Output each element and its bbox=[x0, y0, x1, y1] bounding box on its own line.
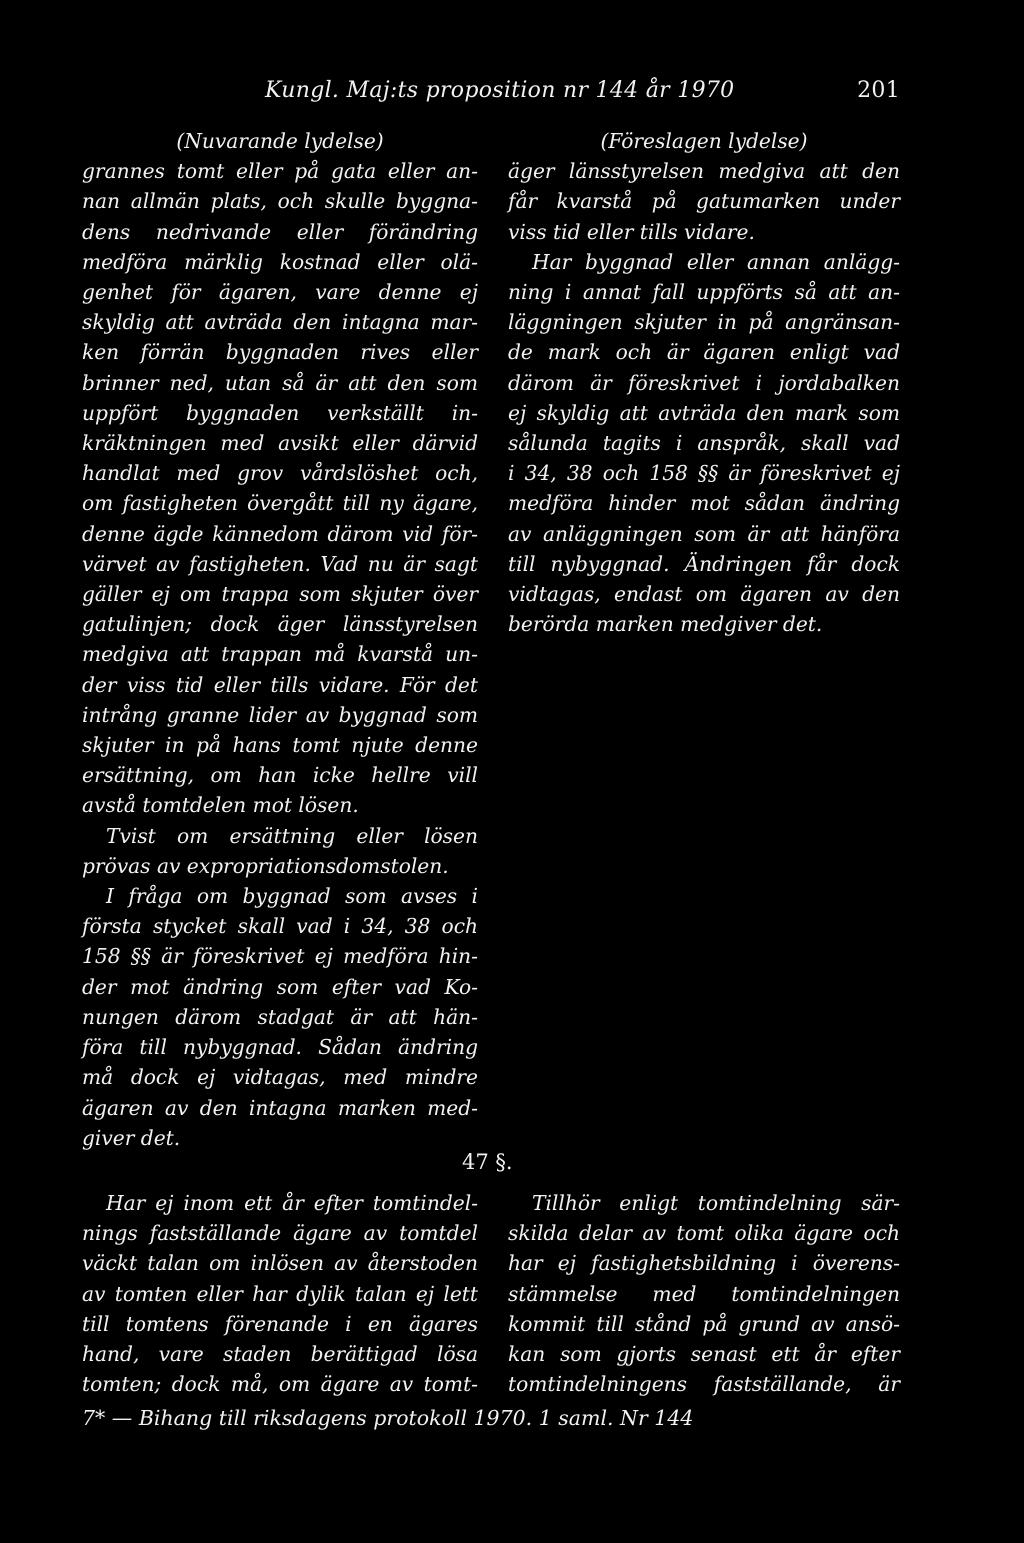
text-line: ken förrän byggnaden rives eller bbox=[82, 340, 478, 365]
text-line: av tomten eller har dylik talan ej lett bbox=[82, 1281, 478, 1306]
section-number-47: 47 §. bbox=[462, 1150, 513, 1174]
text-line: giver det. bbox=[82, 1125, 181, 1150]
text-line: skjuter in på hans tomt njute denne bbox=[82, 733, 478, 758]
text-line: gatulinjen; dock äger länsstyrelsen bbox=[82, 612, 478, 637]
page-number: 201 bbox=[857, 78, 900, 103]
text-line: medföra märklig kostnad eller olä- bbox=[82, 249, 478, 274]
text-line: intrång granne lider av byggnad som bbox=[82, 702, 478, 727]
text-line: kräktningen med avsikt eller därvid bbox=[82, 431, 478, 456]
section-47-current-column bbox=[82, 1188, 478, 1399]
text-line: genhet för ägaren, vare denne ej bbox=[82, 280, 478, 305]
text-line: må dock ej vidtagas, med mindre bbox=[82, 1065, 478, 1090]
text-line: läggningen skjuter in på angränsan- bbox=[508, 310, 900, 335]
text-line: till tomtens förenande i en ägares bbox=[82, 1311, 478, 1336]
text-line: i 34, 38 och 158 §§ är föreskrivet ej bbox=[508, 461, 900, 486]
text-line: de mark och är ägaren enligt vad bbox=[508, 340, 900, 365]
text-line: nungen därom stadgat är att hän- bbox=[82, 1004, 478, 1029]
text-line: denne ägde kännedom därom vid för- bbox=[82, 521, 478, 546]
text-line: 158 §§ är föreskrivet ej medföra hin- bbox=[82, 944, 478, 969]
text-line: om fastigheten övergått till ny ägare, bbox=[82, 491, 478, 516]
text-line: tomten; dock må, om ägare av tomt- bbox=[82, 1372, 478, 1397]
text-line: der viss tid eller tills vidare. För det bbox=[82, 672, 478, 697]
text-line: äger länsstyrelsen medgiva att den bbox=[508, 159, 900, 184]
text-line: kommit till stånd på grund av ansö- bbox=[508, 1311, 900, 1336]
current-wording-column bbox=[82, 126, 478, 1153]
text-line: uppfört byggnaden verkställt in- bbox=[82, 400, 478, 425]
text-line: gäller ej om trappa som skjuter över bbox=[82, 582, 478, 607]
column-heading-proposed: (Föreslagen lydelse) bbox=[600, 129, 808, 153]
text-line: grannes tomt eller på gata eller an- bbox=[82, 159, 478, 184]
text-line: berörda marken medgiver det. bbox=[508, 612, 823, 637]
text-line: Tvist om ersättning eller lösen bbox=[106, 823, 478, 848]
text-line: ning i annat fall uppförts så att an- bbox=[508, 280, 900, 305]
text-line: sålunda tagits i anspråk, skall vad bbox=[508, 431, 900, 456]
text-line: ägaren av den intagna marken med- bbox=[82, 1095, 478, 1120]
text-line: handlat med grov vårdslöshet och, bbox=[82, 461, 478, 486]
text-line: vidtagas, endast om ägaren av den bbox=[508, 582, 900, 607]
text-line: hand, vare staden berättigad lösa bbox=[82, 1342, 478, 1367]
text-line: väckt talan om inlösen av återstoden bbox=[82, 1251, 478, 1276]
text-line: I fråga om byggnad som avses i bbox=[106, 884, 478, 909]
text-line: av anläggningen som är att hänföra bbox=[508, 521, 900, 546]
text-line: dens nedrivande eller förändring bbox=[82, 219, 478, 244]
text-line: prövas av expropriationsdomstolen. bbox=[82, 853, 449, 878]
text-line: brinner ned, utan så är att den som bbox=[82, 370, 478, 395]
text-line: första stycket skall vad i 34, 38 och bbox=[82, 914, 478, 939]
text-line: skilda delar av tomt olika ägare och bbox=[508, 1221, 900, 1246]
text-line: kan som gjorts senast ett år efter bbox=[508, 1342, 900, 1367]
document-title: Kungl. Maj:ts proposition nr 144 år 1970 bbox=[265, 78, 735, 103]
text-line: Tillhör enligt tomtindelning sär- bbox=[532, 1191, 900, 1215]
text-line: viss tid eller tills vidare. bbox=[508, 219, 755, 244]
text-line: får kvarstå på gatumarken under bbox=[508, 189, 900, 214]
page-header bbox=[80, 78, 900, 112]
text-line: stämmelse med tomtindelningen bbox=[508, 1281, 900, 1306]
text-line: ersättning, om han icke hellre vill bbox=[82, 763, 478, 788]
text-line: nings fastställande ägare av tomtdel bbox=[82, 1221, 478, 1246]
text-line: Har byggnad eller annan anlägg- bbox=[532, 249, 900, 274]
text-line: tomtindelningens fastställande, är bbox=[508, 1372, 900, 1397]
text-line: avstå tomtdelen mot lösen. bbox=[82, 793, 359, 818]
column-heading-current: (Nuvarande lydelse) bbox=[176, 129, 384, 153]
text-line: därom är föreskrivet i jordabalken bbox=[508, 370, 900, 395]
text-line: till nybyggnad. Ändringen får dock bbox=[508, 551, 900, 576]
text-line: värvet av fastigheten. Vad nu är sagt bbox=[82, 551, 478, 576]
text-line: medföra hinder mot sådan ändring bbox=[508, 491, 900, 516]
text-line: Har ej inom ett år efter tomtindel- bbox=[106, 1191, 478, 1215]
section-47-proposed-column bbox=[508, 1188, 900, 1399]
proposed-wording-column bbox=[508, 126, 900, 639]
text-line: föra till nybyggnad. Sådan ändring bbox=[82, 1035, 478, 1060]
page-footer: 7* — Bihang till riksdagens protokoll 1970. 1 saml. Nr 144 bbox=[82, 1406, 694, 1430]
text-line: har ej fastighetsbildning i överens- bbox=[508, 1251, 900, 1276]
text-line: medgiva att trappan må kvarstå un- bbox=[82, 642, 478, 667]
text-line: der mot ändring som efter vad Ko- bbox=[82, 974, 478, 999]
text-line: skyldig att avträda den intagna mar- bbox=[82, 310, 478, 335]
text-line: nan allmän plats, och skulle byggna- bbox=[82, 189, 478, 214]
text-line: ej skyldig att avträda den mark som bbox=[508, 400, 900, 425]
